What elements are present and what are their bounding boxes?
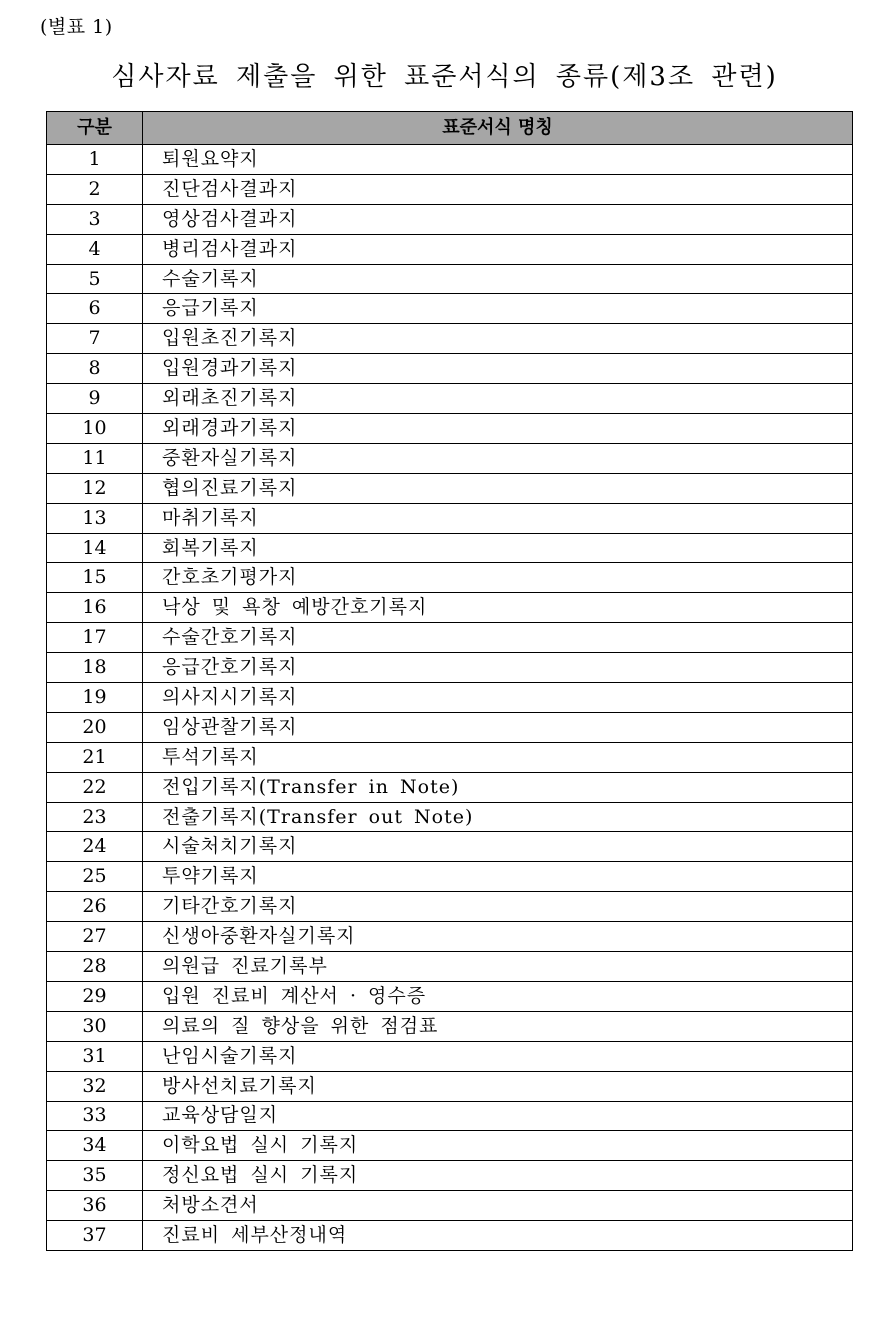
table-row	[47, 503, 853, 533]
form-name: 진료비 세부산정내역	[143, 1221, 853, 1251]
table-row	[47, 742, 853, 772]
form-name: 투약기록지	[143, 862, 853, 892]
table-row	[47, 294, 853, 324]
row-number: 36	[47, 1191, 143, 1221]
form-name: 임상관찰기록지	[143, 712, 853, 742]
form-name: 의료의 질 향상을 위한 점검표	[143, 1011, 853, 1041]
form-name: 교육상담일지	[143, 1101, 853, 1131]
form-name: 의사지시기록지	[143, 683, 853, 713]
table-row	[47, 623, 853, 653]
annex-label: (별표 1)	[40, 16, 113, 38]
form-name: 중환자실기록지	[143, 443, 853, 473]
table-row	[47, 264, 853, 294]
row-number: 16	[47, 593, 143, 623]
table-row	[47, 1221, 853, 1251]
table-row	[47, 204, 853, 234]
table-row	[47, 533, 853, 563]
row-number: 5	[47, 264, 143, 294]
form-name: 수술간호기록지	[143, 623, 853, 653]
form-name: 간호초기평가지	[143, 563, 853, 593]
form-name: 마취기록지	[143, 503, 853, 533]
table-row	[47, 1071, 853, 1101]
row-number: 35	[47, 1161, 143, 1191]
form-name: 병리검사결과지	[143, 234, 853, 264]
row-number: 23	[47, 802, 143, 832]
form-name: 시술처치기록지	[143, 832, 853, 862]
row-number: 18	[47, 653, 143, 683]
form-name: 낙상 및 욕창 예방간호기록지	[143, 593, 853, 623]
form-name: 의원급 진료기록부	[143, 952, 853, 982]
form-name: 처방소견서	[143, 1191, 853, 1221]
form-name: 퇴원요약지	[143, 145, 853, 175]
row-number: 11	[47, 443, 143, 473]
table-row	[47, 862, 853, 892]
form-name: 회복기록지	[143, 533, 853, 563]
form-name: 응급기록지	[143, 294, 853, 324]
form-name: 정신요법 실시 기록지	[143, 1161, 853, 1191]
table-row	[47, 1191, 853, 1221]
row-number: 30	[47, 1011, 143, 1041]
table-row	[47, 832, 853, 862]
form-name: 협의진료기록지	[143, 473, 853, 503]
form-name: 영상검사결과지	[143, 204, 853, 234]
standard-forms-table	[46, 111, 853, 1251]
table-row	[47, 1131, 853, 1161]
row-number: 7	[47, 324, 143, 354]
column-header-form-name: 표준서식 명칭	[143, 112, 853, 145]
row-number: 26	[47, 892, 143, 922]
table-row	[47, 443, 853, 473]
table-row	[47, 981, 853, 1011]
row-number: 29	[47, 981, 143, 1011]
form-name: 기타간호기록지	[143, 892, 853, 922]
table-row	[47, 1011, 853, 1041]
row-number: 19	[47, 683, 143, 713]
column-header-category: 구분	[47, 112, 143, 145]
table-row	[47, 414, 853, 444]
row-number: 27	[47, 922, 143, 952]
table-row	[47, 1161, 853, 1191]
row-number: 28	[47, 952, 143, 982]
form-name: 투석기록지	[143, 742, 853, 772]
table-row	[47, 802, 853, 832]
form-name: 입원초진기록지	[143, 324, 853, 354]
table-row	[47, 384, 853, 414]
row-number: 32	[47, 1071, 143, 1101]
table-row	[47, 324, 853, 354]
form-name: 응급간호기록지	[143, 653, 853, 683]
table-row	[47, 174, 853, 204]
form-name: 전입기록지(Transfer in Note)	[143, 772, 853, 802]
form-name: 진단검사결과지	[143, 174, 853, 204]
row-number: 25	[47, 862, 143, 892]
form-name: 신생아중환자실기록지	[143, 922, 853, 952]
table-row	[47, 683, 853, 713]
form-name: 외래경과기록지	[143, 414, 853, 444]
row-number: 14	[47, 533, 143, 563]
table-row	[47, 145, 853, 175]
row-number: 3	[47, 204, 143, 234]
row-number: 2	[47, 174, 143, 204]
table-row	[47, 892, 853, 922]
row-number: 22	[47, 772, 143, 802]
table-row	[47, 922, 853, 952]
table-row	[47, 712, 853, 742]
table-row	[47, 653, 853, 683]
row-number: 4	[47, 234, 143, 264]
row-number: 20	[47, 712, 143, 742]
row-number: 15	[47, 563, 143, 593]
form-name: 입원 진료비 계산서 · 영수증	[143, 981, 853, 1011]
row-number: 10	[47, 414, 143, 444]
table-row	[47, 952, 853, 982]
form-name: 수술기록지	[143, 264, 853, 294]
row-number: 13	[47, 503, 143, 533]
row-number: 34	[47, 1131, 143, 1161]
table-header-row	[47, 112, 853, 145]
row-number: 21	[47, 742, 143, 772]
table-row	[47, 772, 853, 802]
form-name: 전출기록지(Transfer out Note)	[143, 802, 853, 832]
row-number: 33	[47, 1101, 143, 1131]
row-number: 37	[47, 1221, 143, 1251]
row-number: 1	[47, 145, 143, 175]
table-row	[47, 563, 853, 593]
table-row	[47, 354, 853, 384]
table-row	[47, 1101, 853, 1131]
row-number: 31	[47, 1041, 143, 1071]
row-number: 6	[47, 294, 143, 324]
row-number: 17	[47, 623, 143, 653]
page-title: 심사자료 제출을 위한 표준서식의 종류(제3조 관련)	[111, 62, 778, 92]
table-row	[47, 1041, 853, 1071]
table-row	[47, 473, 853, 503]
row-number: 8	[47, 354, 143, 384]
form-name: 난임시술기록지	[143, 1041, 853, 1071]
form-name: 이학요법 실시 기록지	[143, 1131, 853, 1161]
row-number: 24	[47, 832, 143, 862]
form-name: 외래초진기록지	[143, 384, 853, 414]
table-row	[47, 234, 853, 264]
table-row	[47, 593, 853, 623]
form-name: 방사선치료기록지	[143, 1071, 853, 1101]
row-number: 9	[47, 384, 143, 414]
row-number: 12	[47, 473, 143, 503]
form-name: 입원경과기록지	[143, 354, 853, 384]
